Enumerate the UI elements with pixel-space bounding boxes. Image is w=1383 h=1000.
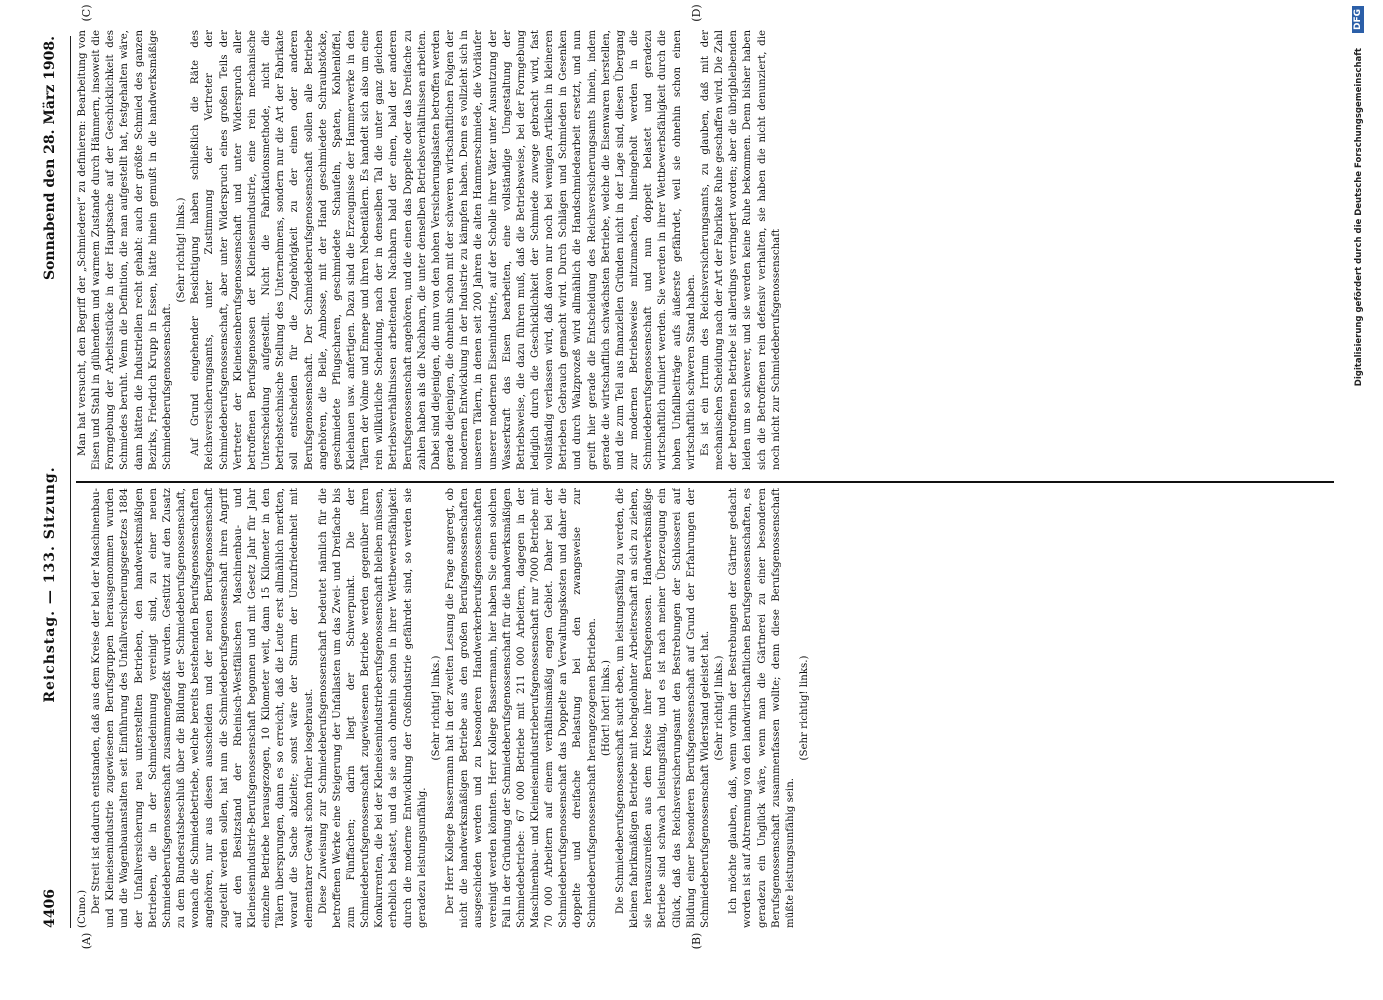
- paragraph: Ich möchte glauben, daß, wenn vorhin der Bestrebungen der Gärtner gedacht worden ist auf Abtrennung von den landwirtschaftlichen Berufsgenossenschaften, es geradezu ein Unglück wäre, wenn man die Gärtnerei zu einer besonderen Berufsgenossenschaft zusammenfassen wollte; denn diese Berufsgenossenschaft müßte leistungsunfähig sein.: [728, 488, 796, 928]
- margin-label-a: (A): [80, 932, 93, 950]
- column-divider: [76, 481, 1334, 483]
- interjection: (Sehr richtig! links.): [430, 655, 442, 761]
- paragraph: Die Schmiedeberufsgenossenschaft sucht eben, um leistungsfähig zu werden, die kleinen fabrikmäßigen Betriebe mit hochgelohnter Arbeiterschaft an sich zu ziehen, sie herauszureißen aus dem Kreise ihrer Berufsgenossen. Handwerksmäßige Betriebe sind schwach leistungsfähig, und es ist nach meiner Überzeugung ein Glück, daß das Reichsversicherungsamt den Bestrebungen der Schlosserei auf Bildung einer besonderen Berufsgenossenschaft auf Grund der Erfahrungen der Schmiedeberufsgenossenschaft Widerstand geleistet hat.: [614, 488, 711, 928]
- paragraph: Man hat versucht, den Begriff der „Schmiederei“ zu definieren: Bearbeitung von Eisen und Stahl in glühendem und warmem Zustande durch Hämmern, insoweit die Formgebung der Arbeitsstücke in der Hauptsache auf der Geschicklichkeit des Schmiedes beruht. Wenn die Definition, die man aufgestellt hat, festgehalten wäre, dann hätten die Industriellen recht gehabt: auch der größte Schmied des ganzen Bezirks, Friedrich Krupp in Essen, hätte hinein gemußt in die handwerksmäßige Schmiedeberufsgenossenschaft.: [77, 30, 173, 470]
- speaker-label: (Cuno.): [77, 889, 88, 928]
- session-date: Sonnabend den 28. März 1908.: [42, 36, 58, 281]
- interjection: (Sehr richtig! links.): [714, 655, 726, 761]
- credit-strip: [1346, 0, 1383, 1000]
- left-column: [76, 488, 1334, 928]
- paragraph: Der Streit ist dadurch entstanden, daß aus dem Kreise der bei der Maschinenbau- und Kleineisenindustrie zugewiesenen Berufsgruppen herausgenommen wurden und die Wagenbauanstalten seit Einführung des Unfallversicherungsgesetzes 1884 der Unfallversicherung neu unterstellten Betrieben, den handwerksmäßigen Betrieben, die in der Schmiedeinnung vereinigt sind, zu einer neuen Schmiedeberufsgenossenschaft zusammengefaßt wurden. Gestützt auf den Zusatz zu dem Bundesratsbeschluß über die Bildung der Schmiedeberufsgenossenschaft, wonach die Schmiedebetriebe, welche bereits bestehenden Berufsgenossenschaften angehören, nur aus diesen ausscheiden und der neuen Berufsgenossenschaft zugeteilt werden sollen, hat nun die Schmiedeberufsgenossenschaft ihren Angriff auf den Besitzstand der Rheinisch-Westfälischen Maschinenbau- und Kleineisenindustrie-Berufsgenossenschaft begonnen und mit Gesetz Jahr für Jahr einzelne Betriebe herausgezogen, 10 Kilometer weit, dann 15 Kilometer in den Tälern übersprungen, dann es so erreicht, daß die Leute erst allmählich merkten, worauf die Sache abzielte; sonst wäre der Sturm der Unzufriedenheit mit elementarer Gewalt schon früher losgebraust.: [91, 488, 315, 928]
- dfg-logo: DFG: [1352, 6, 1364, 33]
- paragraph: Der Herr Kollege Bassermann hat in der zweiten Lesung die Frage angeregt, ob nicht die handwerksmäßigen Betriebe aus den großen Berufsgenossenschaften ausgeschieden werden und zu besonderen Handwerkerberufsgenossenschaften vereinigt werden könnten. Herr Kollege Bassermann, hier haben Sie einen solchen Fall in der Gründung der Schmiedeberufsgenossenschaft für die handwerksmäßigen Schmiedebetriebe: 67 000 Betriebe mit 211 000 Arbeitern, dagegen in der Maschinenbau- und Kleineisenindustrieberufsgenossenschaft nur 7000 Betriebe mit 70 000 Arbeitern auf einem verhältnismäßig engen Gebiet. Daher bei der Schmiedeberufsgenossenschaft das Doppelte an Verwaltungskosten und daher die doppelte und dreifache Belastung bei den zwangsweise zur Schmiedeberufsgenossenschaft herangezogenen Betrieben.: [445, 488, 598, 928]
- header-rule: [70, 36, 71, 928]
- margin-label-b: (B): [690, 932, 703, 950]
- page-header: [42, 36, 68, 928]
- digitization-credit: Digitalisierung gefördert durch die Deutsche Forschungsgemeinschaft: [1354, 48, 1364, 387]
- paragraph: Auf Grund eingehender Besichtigung haben schließlich die Räte des Reichsversicherungsamts, unter Zustimmung der Vertreter der Schmiedeberufsgenossenschaft, aber unter Widerspruch eines großen Teils der Vertreter der Kleineisenberufsgenossenschaft und unter Widerspruch aller betroffenen Berufsgenossen der Kleineisenindustrie, eine rein mechanische Unterscheidung aufgestellt. Nicht die Fabrikationsmethode, nicht die betriebstechnische Stellung des Unternehmens, sondern nur die Art der Fabrikate soll entscheiden für die Zugehörigkeit zu der einen oder anderen Berufsgenossenschaft. Der Schmiedeberufsgenossenschaft sollen alle Betriebe angehören, die Beile, Ambosse, mit der Hand geschmiedete Schraubstöcke, geschmiedete Pflugscharen, geschmiedete Schaufeln, Spaten, Kohlenlöffel, Kleiehauen usw. anfertigen. Dazu sind die Erzeugnisse der Hammerwerke in den Tälern der Volme und Ennepe und ihren Nebentälern. Es handelt sich also um eine rein willkürliche Scheidung, nach der in denselben Tal die unter ganz gleichen Betriebsverhältnissen arbeitenden Nachbarn bald der einen, bald der anderen Berufsgenossenschaft angehören, und die einen das Doppelte oder das Dreifache zu zahlen haben als die Nachbarn, die unter denselben Betriebsverhältnissen arbeiten. Dabei sind diejenigen, die nun von den hohen Versicherungslasten betroffen werden gerade diejenigen, die ohnehin schon mit der schweren wirtschaftlichen Folgen der modernen Entwicklung in der Industrie zu kämpfen haben. Denn es vollzieht sich in unseren Tälern, in denen seit 200 Jahren die alten Hammerschmiede, die Vorläufer unserer modernen Eisenindustrie, auf der Scholle ihrer Väter unter Ausnutzung der Wasserkraft das Eisen bearbeiten, eine vollständige Umgestaltung der Betriebsweise, die dazu führen muß, daß die Betriebsweise, bei der Formgebung lediglich durch die Geschicklichkeit der Schmiede zuwege gebracht wird, fast vollständig verlassen wird, daß davon nur noch bei wenigen Artikeln in kleineren Betrieben Gebrauch gemacht wird. Durch Schlägen und Schmieden in Gesenken und durch Walzprozeß wird allmählich die Handschmiedearbeit ersetzt, und nun greift hier gerade die Entscheidung des Reichsversicherungsamts hinein, indem gerade die wirtschaftlich schwächsten Betriebe, welche die Eisenwaren herstellen, und die zum Teil aus finanziellen Gründen nicht in der Lage sind, diesen Übergang zur modernen Betriebsweise mitzumachen, hineingeholt werden in die Schmiedeberufsgenossenschaft und nun doppelt belastet und geradezu wirtschaftlich ruiniert werden. Sie werden in ihrer Wettbewerbsfähigkeit durch die hohen Unfallbeiträge aufs äußerste gefährdet, weil sie ohnehin schon einen wirtschaftlich schweren Stand haben.: [190, 30, 697, 470]
- page-number: 4406: [42, 889, 58, 928]
- margin-label-d: (D): [690, 4, 703, 22]
- session-title: Reichstag. — 133. Sitzung.: [42, 466, 58, 703]
- interjection: (Sehr richtig! links.): [176, 197, 188, 303]
- paragraph: Es ist ein Irrtum des Reichsversicherungsamts, zu glauben, daß mit der mechanischen Scheidung nach der Art der Fabrikate Ruhe geschaffen wird. Die Zahl der betroffenen Betriebe ist allerdings verringert worden; aber die übrigbleibenden leiden um so schwerer, und sie werden keine Ruhe bekommen. Denn bisher haben sich die Betroffenen rein defensiv verhalten, sie haben die nicht denunziert, die noch nicht zur Schmiedeberufsgenossenschaft: [699, 30, 782, 470]
- margin-label-c: (C): [80, 4, 93, 22]
- interjection: (Hört! hört! links.): [600, 660, 612, 756]
- paragraph: Diese Zuweisung zur Schmiedeberufsgenossenschaft bedeutet nämlich für die betroffenen Werke eine Steigerung der Unfallasten um das Zwei- und Dreifache bis zum Fünffachen; darin liegt der Schwerpunkt. Die der Schmiedeberufsgenossenschaft zugewiesenen Betriebe werden gegenüber ihren Konkurrenten, die bei der Kleineisenindustrieberufsgenossenschaft bleiben müssen, erheblich belastet, und da sie auch ohnehin schon in ihrer Wettbewerbsfähigkeit durch die moderne Entwicklung der Großindustrie gefährdet sind, so werden sie geradezu leistungsunfähig.: [317, 488, 428, 928]
- right-column: [76, 30, 1334, 470]
- interjection: (Sehr richtig! links.): [798, 655, 810, 761]
